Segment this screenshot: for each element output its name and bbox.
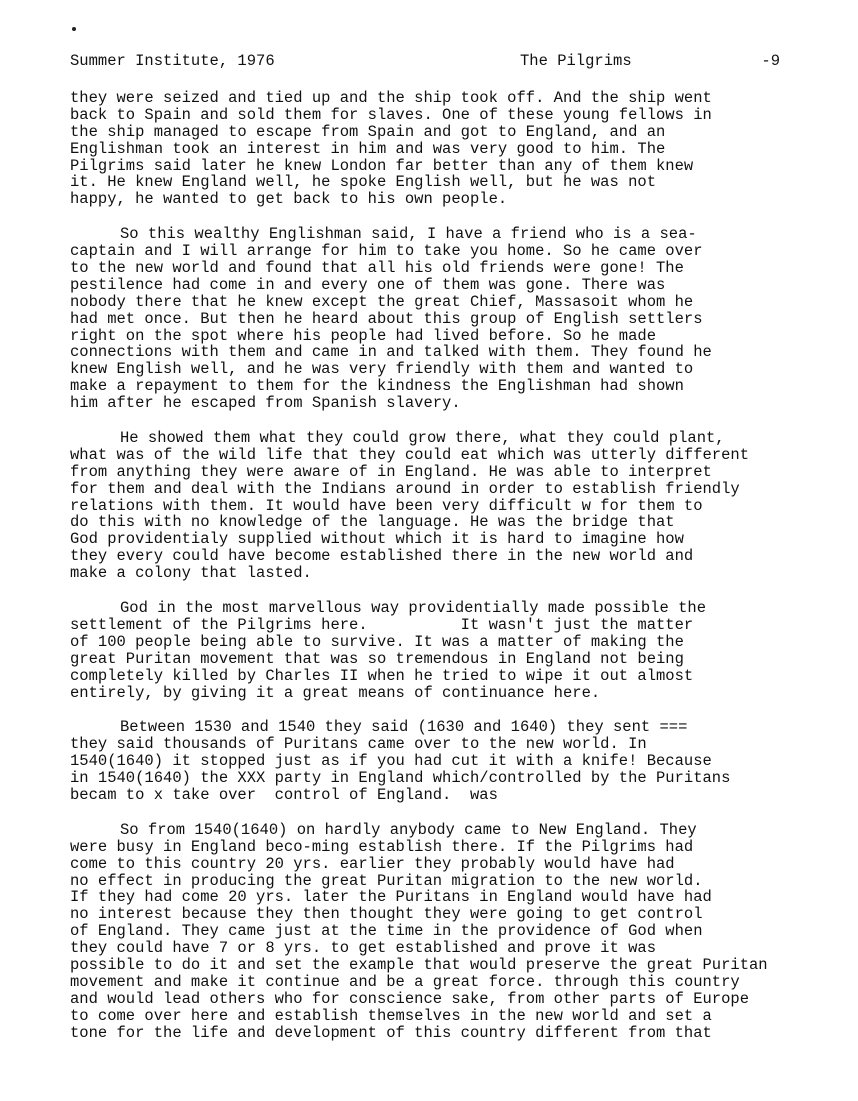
text-line: no interest because they then thought they were going to get control <box>70 905 703 924</box>
paragraph <box>70 600 850 701</box>
text-line: God in the most marvellous way providentially made possible the <box>120 599 706 618</box>
text-line: to the new world and found that all his old friends were gone! The <box>70 259 684 278</box>
text-line: pestilence had come in and every one of them was gone. There was <box>70 275 666 294</box>
text-line: Englishman took an interest in him and was very good to him. The <box>70 139 666 158</box>
text-line: happy, he wanted to get back to his own people. <box>70 190 508 209</box>
text-line: to come over here and establish themselves in the new world and set a <box>70 1006 712 1025</box>
paragraph <box>70 90 850 208</box>
text-line: movement and make it continue and be a great force. through this country <box>70 972 740 991</box>
stray-mark <box>72 27 76 31</box>
text-line: Pilgrims said later he knew London far better than any of them knew <box>70 156 694 175</box>
text-line: the ship managed to escape from Spain and got to England, and an <box>70 122 666 141</box>
text-line: do this with no knowledge of the language. He was the bridge that <box>70 513 675 532</box>
text-line: for them and deal with the Indians around in order to establish friendly <box>70 479 740 498</box>
text-line: tone for the life and development of this country different from that <box>70 1023 712 1042</box>
text-line: So from 1540(1640) on hardly anybody came to New England. They <box>120 820 697 839</box>
text-line: back to Spain and sold them for slaves. One of these young fellows in <box>70 105 712 124</box>
page-header <box>70 52 780 74</box>
paragraph <box>70 226 850 412</box>
text-line: they were seized and tied up and the ship took off. And the ship went <box>70 89 712 107</box>
text-line: were busy in England beco-ming establish there. If the Pilgrims had <box>70 837 694 856</box>
text-line: come to this country 20 yrs. earlier they probably would have had <box>70 854 675 873</box>
paragraph <box>70 719 850 803</box>
text-line: knew English well, and he was very friendly with them and wanted to <box>70 360 694 379</box>
text-line: no effect in producing the great Puritan migration to the new world. <box>70 871 703 890</box>
text-line: Between 1530 and 1540 they said (1630 and 1640) they sent === <box>120 718 688 737</box>
text-line: becam to x take over control of England. was <box>70 785 498 804</box>
page-number: -9 <box>761 52 780 70</box>
header-institute: Summer Institute, 1976 <box>70 52 275 70</box>
header-title: The Pilgrims <box>520 52 632 70</box>
text-line: nobody there that he knew except the great Chief, Massasoit whom he <box>70 292 694 311</box>
text-line: in 1540(1640) the XXX party in England which/controlled by the Puritans <box>70 769 731 788</box>
text-line: right on the spot where his people had lived before. So he made <box>70 326 656 345</box>
paragraph <box>70 822 850 1042</box>
text-line: of England. They came just at the time in the providence of God when <box>70 922 703 941</box>
text-line: they could have 7 or 8 yrs. to get established and prove it was <box>70 939 656 958</box>
text-line: entirely, by giving it a great means of continuance here. <box>70 683 601 702</box>
text-line: of 100 people being able to survive. It was a matter of making the <box>70 632 684 651</box>
text-line: 1540(1640) it stopped just as if you had cut it with a knife! Because <box>70 752 712 771</box>
text-line: what was of the wild life that they could eat which was utterly different <box>70 445 750 464</box>
text-line: settlement of the Pilgrims here. It wasn't just the matter <box>70 615 694 634</box>
text-line: from anything they were aware of in England. He was able to interpret <box>70 462 712 481</box>
text-line: possible to do it and set the example that would preserve the great Puritan <box>70 955 768 974</box>
text-line: If they had come 20 yrs. later the Puritans in England would have had <box>70 888 712 907</box>
paragraph <box>70 430 850 582</box>
text-line: great Puritan movement that was so tremendous in England not being <box>70 649 684 668</box>
text-line: relations with them. It would have been very difficult w for them to <box>70 496 703 515</box>
text-line: captain and I will arrange for him to take you home. So he came over <box>70 242 703 261</box>
text-line: they said thousands of Puritans came over to the new world. In <box>70 735 647 754</box>
text-line: So this wealthy Englishman said, I have a friend who is a sea- <box>120 225 697 244</box>
text-line: and would lead others who for conscience sake, from other parts of Europe <box>70 989 750 1008</box>
document-body <box>70 90 850 1059</box>
text-line: make a colony that lasted. <box>70 564 312 583</box>
text-line: completely killed by Charles II when he tried to wipe it out almost <box>70 666 694 685</box>
text-line: had met once. But then he heard about this group of English settlers <box>70 309 703 328</box>
text-line: God providentialy supplied without which it is hard to imagine how <box>70 530 684 549</box>
text-line: connections with them and came in and talked with them. They found he <box>70 343 712 362</box>
text-line: him after he escaped from Spanish slavery. <box>70 394 461 413</box>
text-line: He showed them what they could grow there, what they could plant, <box>120 429 725 448</box>
text-line: make a repayment to them for the kindness the Englishman had shown <box>70 377 684 396</box>
text-line: it. He knew England well, he spoke English well, but he was not <box>70 173 656 192</box>
text-line: they every could have become established there in the new world and <box>70 547 694 566</box>
